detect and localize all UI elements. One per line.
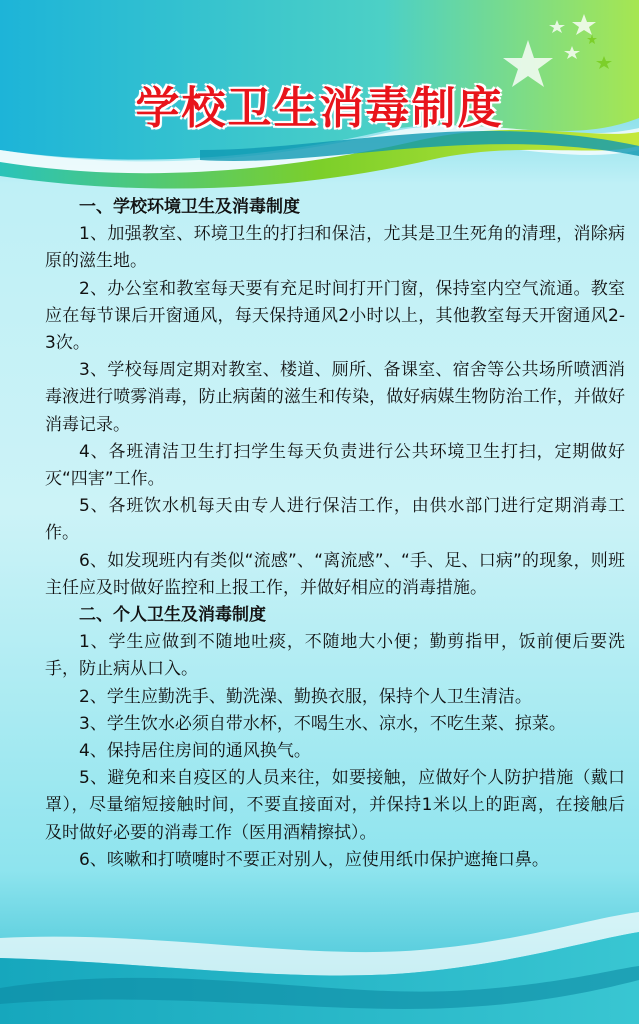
page-title: 学校卫生消毒制度	[135, 83, 504, 134]
section-heading: 二、个人卫生及消毒制度	[79, 605, 266, 626]
list-item: 4、各班清洁卫生打扫学生每天负责进行公共环境卫生打扫，定期做好灭“四害”工作。	[45, 441, 625, 490]
list-item: 5、各班饮水机每天由专人进行保洁工作，由供水部门进行定期消毒工作。	[45, 496, 625, 544]
list-item: 4、保持居住房间的通风换气。	[79, 741, 311, 762]
section-heading: 一、学校环境卫生及消毒制度	[79, 197, 300, 217]
list-item: 5、避免和来自疫区的人员来往，如要接触，应做好个人防护措施（戴口罩），尽量缩短接触时间，不要直接面对，并保持1米以上的距离，在接触后及时做好必要的消毒工作（医用酒精擦拭）。	[45, 768, 625, 843]
list-item: 6、咳嗽和打喷嚏时不要正对别人，应使用纸巾保护遮掩口鼻。	[79, 849, 549, 870]
list-item: 1、学生应做到不随地吐痰，不随地大小便；勤剪指甲，饭前便后要洗手，防止病从口入。	[45, 632, 625, 680]
list-item: 3、学生饮水必须自带水杯，不喝生水、凉水，不吃生菜、掠菜。	[79, 713, 566, 734]
regulations-content	[45, 194, 625, 874]
list-item: 2、学生应勤洗手、勤洗澡、勤换衣服，保持个人卫生清洁。	[79, 686, 532, 707]
list-item: 3、学校每周定期对教室、楼道、厕所、备课室、宿舍等公共场所喷洒消毒液进行喷雾消毒，防止病菌的滋生和传染，做好病媒生物防治工作，并做好消毒记录。	[45, 360, 625, 435]
list-item: 6、如发现班内有类似“流感”、“离流感”、“手、足、口病”的现象，则班主任应及时做好监控和上报工作，并做好相应的消毒措施。	[45, 550, 625, 598]
list-item: 2、办公室和教室每天要有充足时间打开门窗，保持室内空气流通。教室应在每节课后开窗通风，每天保持通风2小时以上，其他教室每天开窗通风2-3次。	[45, 278, 625, 354]
list-item: 1、加强教室、环境卫生的打扫和保洁，尤其是卫生死角的清理，消除病原的滋生地。	[45, 224, 625, 272]
